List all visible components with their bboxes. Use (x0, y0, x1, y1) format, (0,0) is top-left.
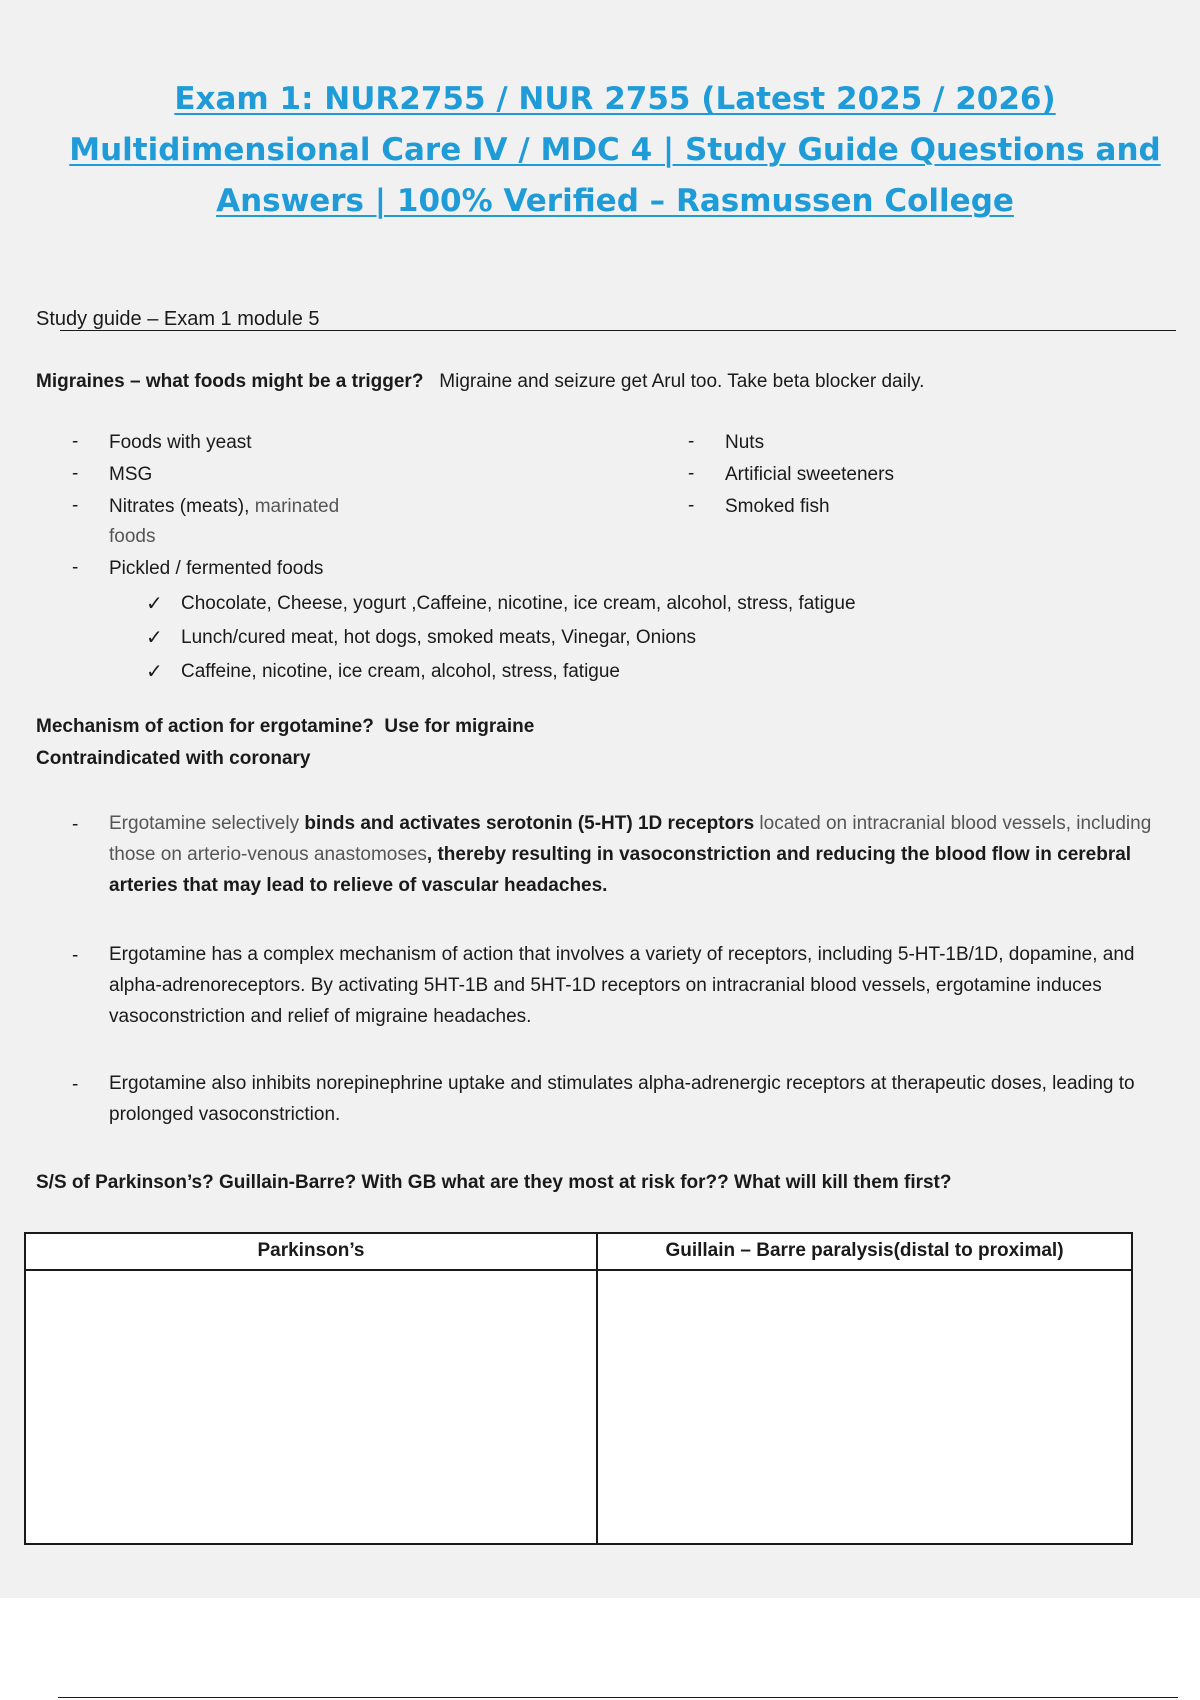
title-line-2: Multidimensional Care IV / MDC 4 | Study Guide Questions and (69, 132, 1161, 168)
bullet-dash: - (72, 495, 79, 516)
trigger-item: MSG (109, 464, 153, 485)
bullet-dash: - (688, 431, 695, 452)
checkmark-icon: ✓ (146, 593, 163, 615)
checkmark-icon: ✓ (146, 661, 163, 683)
p1-part: binds and activates serotonin (5-HT) 1D receptors (304, 813, 755, 834)
ergotamine-paragraph-2: Ergotamine has a complex mechanism of action that involves a variety of receptors, including 5-HT-1B/1D, dopamine, and alpha-adrenoreceptors. By activating 5HT-1B and 5HT-1D receptors on intracranial blood vessels, ergotamine induces vasoconstriction and relief of migraine headaches. (109, 944, 1135, 1027)
trigger-item: Nuts (725, 432, 765, 453)
title-line-1: Exam 1: NUR2755 / NUR 2755 (Latest 2025 / 2026) (174, 81, 1056, 117)
p1-part: located on intracranial blood vessels, including those on arterio-venous anastomoses (109, 813, 1152, 865)
p1-part: , thereby resulting in vasoconstriction and reducing the blood flow in cerebral arteries that may lead to relieve of vascular headaches. (109, 844, 1132, 896)
title-line-3: Answers | 100% Verified – Rasmussen College (216, 183, 1014, 219)
contraindication-text: Contraindicated with coronary (36, 748, 311, 769)
trigger-item-part: marinated (254, 496, 340, 517)
checkmark-icon: ✓ (146, 627, 163, 649)
ergotamine-contraindication (36, 748, 310, 770)
ergotamine-question-text: Mechanism of action for ergotamine? (36, 716, 374, 737)
document-title (40, 74, 1190, 227)
trigger-item: Foods with yeast (109, 432, 252, 453)
ergotamine-question (36, 716, 534, 738)
ergotamine-answer: Use for migraine (384, 716, 535, 737)
footer-rule (58, 1697, 1178, 1698)
parkinsons-question (36, 1172, 952, 1194)
trigger-item: Smoked fish (725, 496, 830, 517)
bullet-dash: - (72, 1074, 79, 1095)
table-cell-guillain-barre (597, 1270, 1132, 1544)
bullet-dash: - (72, 557, 79, 578)
migraines-answer: Migraine and seizure get Arul too. Take beta blocker daily. (439, 371, 925, 392)
p1-part: Ergotamine selectively (109, 813, 305, 834)
check-item: Chocolate, Cheese, yogurt ,Caffeine, nicotine, ice cream, alcohol, stress, fatigue (181, 593, 856, 614)
bullet-dash: - (72, 814, 79, 835)
study-guide-heading: Study guide – Exam 1 module 5 (36, 308, 320, 330)
table-header-guillain-barre: Guillain – Barre paralysis(distal to proximal) (597, 1233, 1132, 1270)
bullet-dash: - (688, 495, 695, 516)
trigger-item: Artificial sweeteners (725, 464, 894, 485)
ergotamine-paragraph-1 (109, 808, 1189, 901)
trigger-item (109, 492, 339, 522)
parkinsons-question-text: S/S of Parkinson’s? Guillain-Barre? With GB what are they most at risk for?? What will kill them first? (36, 1172, 952, 1193)
check-item: Caffeine, nicotine, ice cream, alcohol, stress, fatigue (181, 661, 620, 682)
bullet-dash: - (72, 463, 79, 484)
check-item: Lunch/cured meat, hot dogs, smoked meats, Vinegar, Onions (181, 627, 697, 648)
trigger-item-part: Nitrates (meats), (109, 496, 250, 517)
heading-rule (60, 330, 1176, 331)
migraines-question (36, 371, 924, 393)
bullet-dash: - (72, 945, 79, 966)
trigger-item-continued: foods (109, 526, 156, 547)
migraines-question-text: Migraines – what foods might be a trigger? (36, 371, 424, 392)
bullet-dash: - (72, 431, 79, 452)
comparison-table (24, 1232, 1133, 1545)
table-cell-parkinsons (25, 1270, 597, 1544)
table-header-parkinsons: Parkinson’s (25, 1233, 597, 1270)
ergotamine-paragraph-3: Ergotamine also inhibits norepinephrine uptake and stimulates alpha-adrenergic receptors at therapeutic doses, leading to prolonged vasoconstriction. (109, 1073, 1135, 1125)
trigger-item: Pickled / fermented foods (109, 558, 324, 579)
bullet-dash: - (688, 463, 695, 484)
